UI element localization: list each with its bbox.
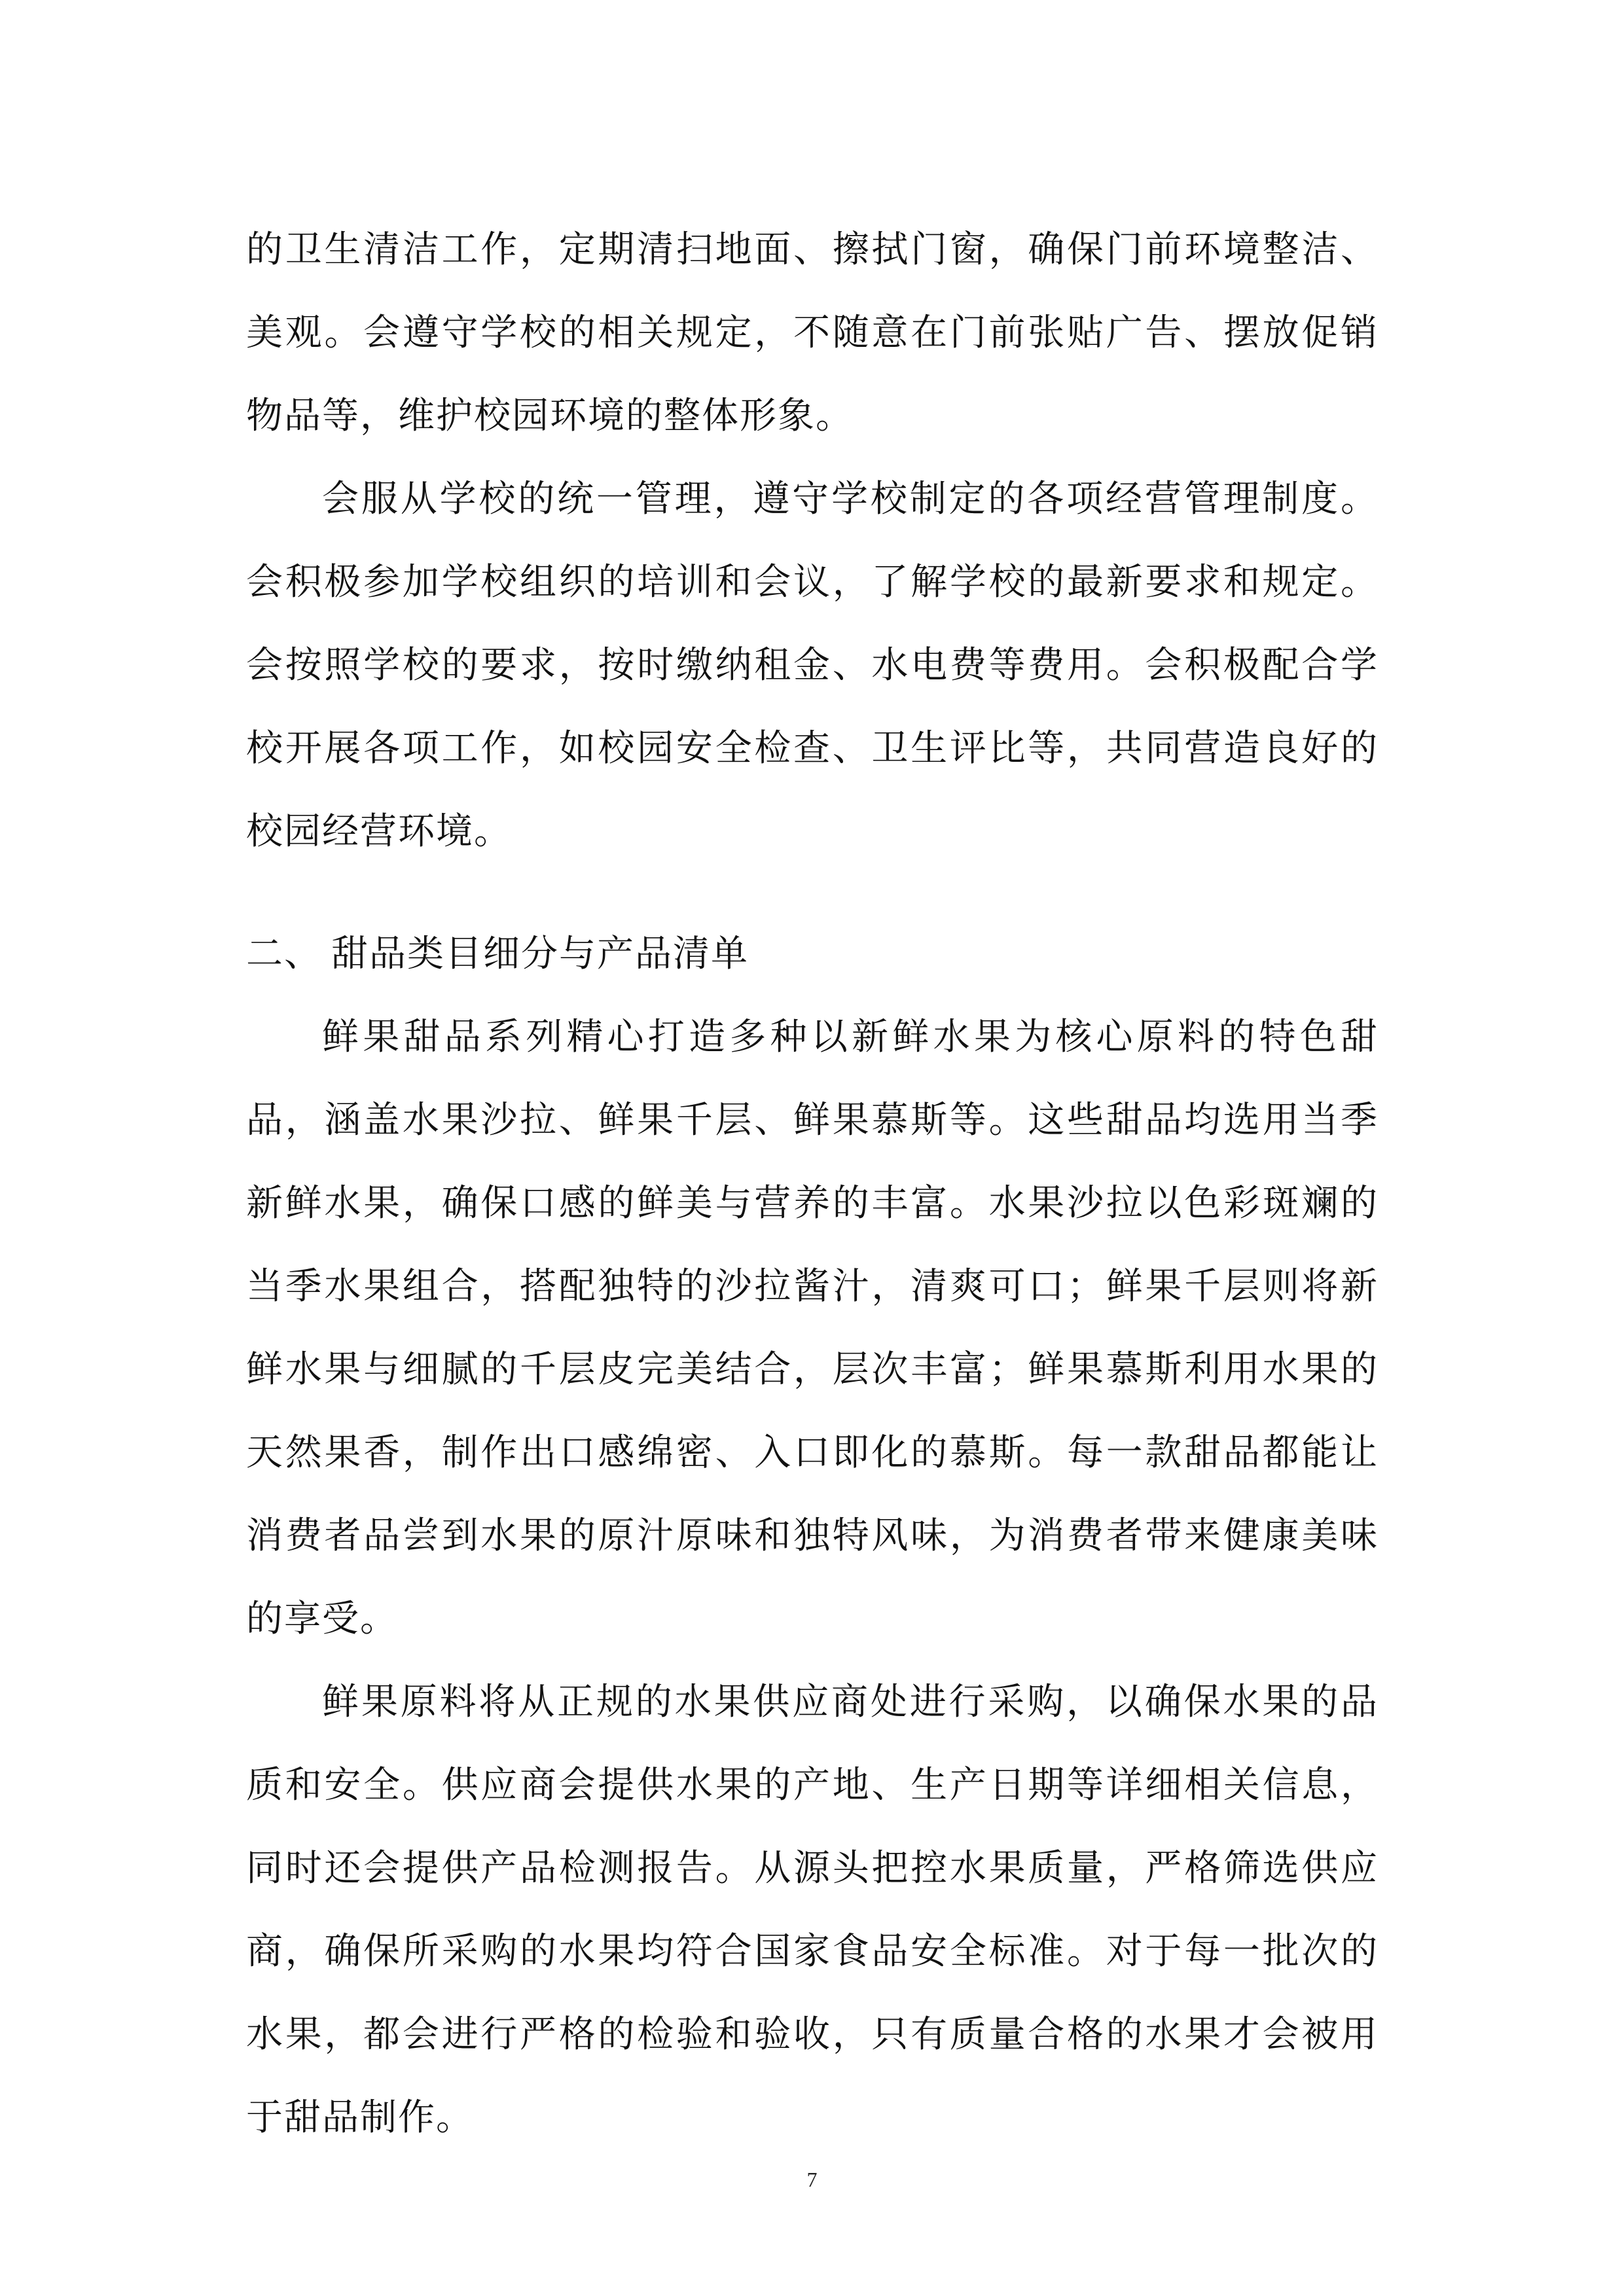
section-number: 二、: [246, 933, 322, 975]
page-number: 7: [806, 2168, 818, 2191]
paragraph-hygiene: 的卫生清洁工作，定期清扫地面、擦拭门窗，确保门前环境整洁、美观。会遵守学校的相关规定，不随意在门前张贴广告、摆放促销物品等，维护校园环境的整体形象。: [246, 228, 1379, 437]
document-body: [246, 208, 1379, 2159]
section-spacer: [246, 873, 1379, 912]
section-title: 甜品类目细分与产品清单: [331, 933, 749, 975]
paragraph-school-management: 会服从学校的统一管理，遵守学校制定的各项经营管理制度。会积极参加学校组织的培训和会议，了解学校的最新要求和规定。会按照学校的要求，按时缴纳租金、水电费等费用。会积极配合学校开展各项工作，如校园安全检查、卫生评比等，共同营造良好的校园经营环境。: [246, 478, 1379, 853]
paragraph-fresh-fruit-desserts: 鲜果甜品系列精心打造多种以新鲜水果为核心原料的特色甜品，涵盖水果沙拉、鲜果千层、鲜果慕斯等。这些甜品均选用当季新鲜水果，确保口感的鲜美与营养的丰富。水果沙拉以色彩斑斓的当季水果组合，搭配独特的沙拉酱汁，清爽可口；鲜果千层则将新鲜水果与细腻的千层皮完美结合，层次丰富；鲜果慕斯利用水果的天然果香，制作出口感绵密、入口即化的慕斯。每一款甜品都能让消费者品尝到水果的原汁原味和独特风味，为消费者带来健康美味的享受。: [246, 1016, 1379, 1640]
section-heading: [246, 912, 1379, 996]
paragraph-fruit-sourcing: 鲜果原料将从正规的水果供应商处进行采购，以确保水果的品质和安全。供应商会提供水果的产地、生产日期等详细相关信息，同时还会提供产品检测报告。从源头把控水果质量，严格筛选供应商，确保所采购的水果均符合国家食品安全标准。对于每一批次的水果，都会进行严格的检验和验收，只有质量合格的水果才会被用于甜品制作。: [246, 1681, 1379, 2139]
